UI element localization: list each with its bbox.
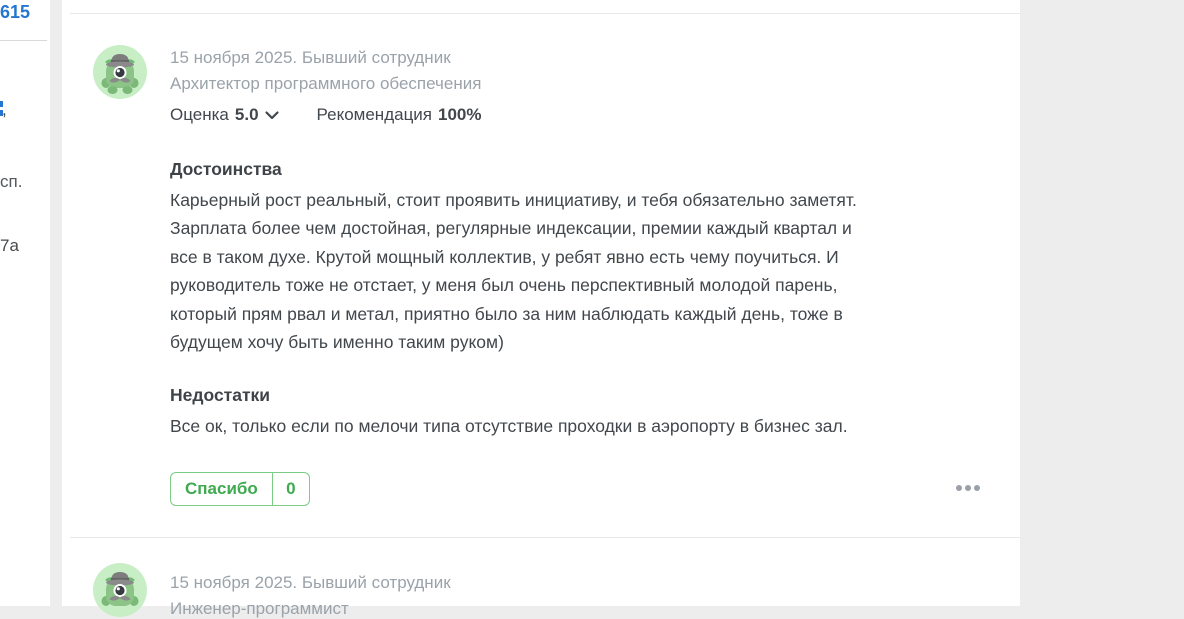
- ellipsis-icon: [965, 485, 971, 491]
- sidebar-address-fragment: 7а: [0, 236, 19, 255]
- ellipsis-icon: [974, 485, 980, 491]
- review-job-title: Архитектор программного обеспечения: [170, 74, 482, 93]
- pros-text: Карьерный рост реальный, стоит проявить инициативу, и тебя обязательно заметят. Зарплата более чем достойная, регулярные индексации, премии каждый квартал и все в таком духе. Крутой мощный коллектив, у ребят явно есть чему поучиться. И руководитель тоже не отстает, у меня был очень перспективный молодой парень, который прям рвал и метал, приятно было за ним наблюдать каждый день, тоже в будущем хочу быть именно таким руком): [170, 190, 857, 353]
- recommendation-group: [317, 105, 482, 125]
- sidebar-text-fragment: сп.: [0, 172, 23, 191]
- more-options-button[interactable]: [956, 481, 984, 495]
- rating-toggle[interactable]: [170, 105, 279, 125]
- rating-value: 5.0: [234, 105, 259, 124]
- thanks-button[interactable]: [170, 472, 310, 506]
- sidebar-cutoff: [0, 0, 50, 606]
- sidebar-divider: [0, 40, 47, 41]
- pros-title: Достоинства: [170, 159, 282, 179]
- ellipsis-icon: [956, 485, 962, 491]
- review-date: 15 ноября 2025. Бывший сотрудник: [170, 48, 451, 67]
- reviewer-avatar: [93, 45, 147, 99]
- rating-label: Оценка: [170, 105, 229, 124]
- review-separator: [70, 537, 1020, 538]
- reviewer-avatar: [93, 563, 147, 617]
- sidebar-text-fragment: ,: [2, 100, 7, 119]
- cons-title: Недостатки: [170, 385, 271, 405]
- thanks-label: Спасибо: [185, 479, 258, 498]
- recommendation-value: 100%: [438, 105, 482, 124]
- thanks-count: 0: [286, 479, 296, 498]
- chevron-down-icon: [265, 111, 279, 120]
- review-job-title-clipped: Инженер-программист: [170, 599, 349, 618]
- review-rating-row: [170, 105, 482, 125]
- cons-text: Все ок, только если по мелочи типа отсутствие проходки в аэропорту в бизнес зал.: [170, 416, 848, 436]
- recommendation-label: Рекомендация: [316, 105, 433, 124]
- reviews-column: [62, 0, 1020, 618]
- review-separator: [70, 13, 1020, 14]
- review-date: 15 ноября 2025. Бывший сотрудник: [170, 573, 451, 592]
- sidebar-count-fragment[interactable]: 615: [0, 2, 31, 22]
